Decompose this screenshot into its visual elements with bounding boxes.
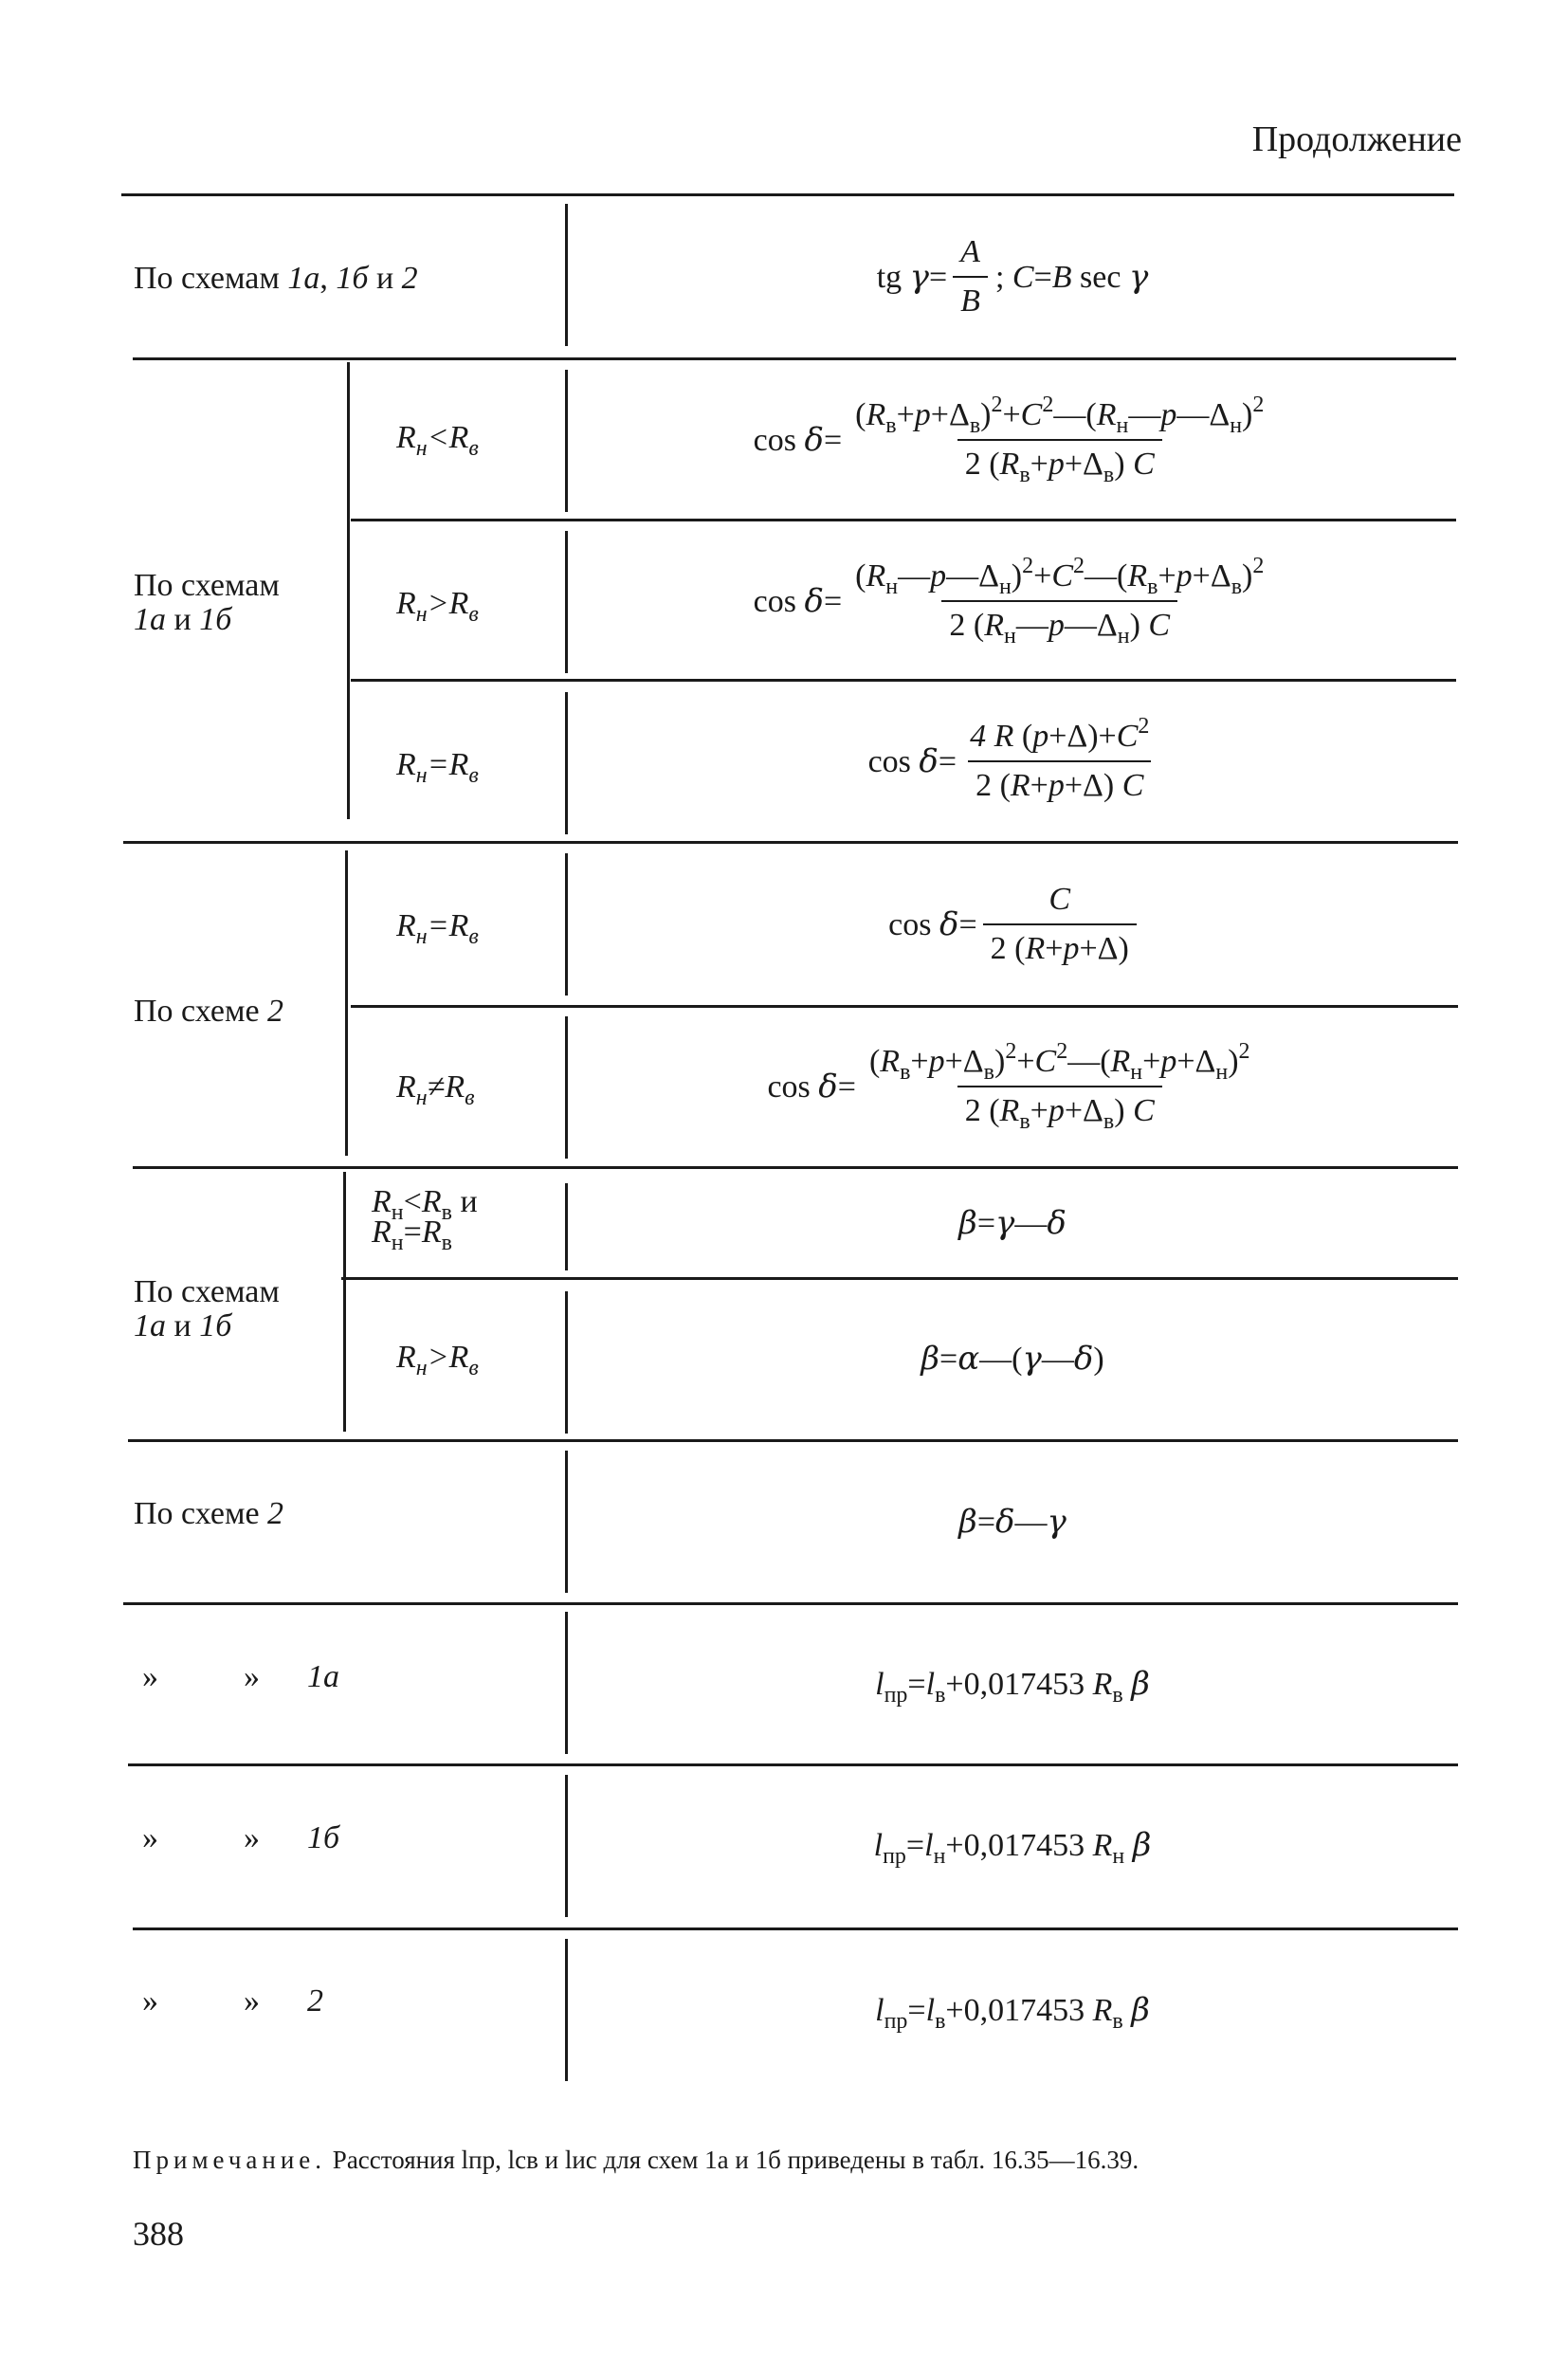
formula-cell: $l_{пр}=l_в+0,017453$ $R_в$ β — [875, 1991, 1150, 2034]
group-label: По схемам 1а и 1б — [134, 568, 280, 637]
column-rule — [565, 531, 568, 673]
continuation-label: Продолжение — [1251, 119, 1462, 159]
row-rule — [351, 1005, 1458, 1008]
group-rule — [343, 1172, 346, 1432]
row-label: » » 1а — [142, 1659, 339, 1694]
formula-cell: $l_{пр}=l_н+0,017453$ $R_н$ β — [873, 1826, 1152, 1869]
group-rule — [347, 362, 350, 819]
condition-cell: $R_н=R_в$ — [396, 747, 479, 788]
page-number: 388 — [133, 2215, 184, 2253]
row-formula: tg γ= $\frac{A}{B}$ ; C=B sec γ — [876, 234, 1149, 319]
row-rule — [133, 357, 1456, 360]
row-rule — [128, 1439, 1458, 1442]
formula-cell: $l_{пр}=l_в+0,017453$ $R_в$ β — [875, 1665, 1150, 1708]
column-rule — [565, 370, 568, 512]
formula-cell: cos δ= $\frac{(R_в+p+\Delta_в)^2+C^2—(R_н—p—\Delta_н)^2}{2 (R_в+p+\Delta_в) C}$ — [753, 393, 1265, 487]
column-rule — [565, 1939, 568, 2081]
row-rule — [123, 841, 1458, 844]
formula-cell: β=γ—δ — [958, 1204, 1067, 1242]
formula-cell: cos δ= $\frac{(R_в+p+\Delta_в)^2+C^2—(R_н+p+\Delta_н)^2}{2 (R_в+p+\Delta_в) C}$ — [767, 1039, 1250, 1134]
row-rule — [133, 1166, 1458, 1169]
condition-cell: $R_н=R_в$ — [396, 908, 479, 949]
condition-cell: $R_н<R_в$ — [396, 420, 479, 461]
row-label: По схеме 2 — [134, 1496, 284, 1531]
formula-cell: cos δ= $\frac{4 R (p+\Delta)+C^2}{2 (R+p+\Delta) C}$ — [867, 714, 1150, 803]
column-rule — [565, 853, 568, 996]
row-label: » » 2 — [142, 1983, 323, 2019]
row-label: » » 1б — [142, 1820, 340, 1855]
column-rule — [565, 1451, 568, 1593]
condition-cell: $R_н>R_в$ — [396, 1340, 479, 1380]
group-label: По схеме 2 — [134, 994, 284, 1029]
formula-cell: β=δ—γ — [958, 1503, 1067, 1541]
note-lead: Примечание. — [133, 2146, 327, 2174]
note-text: Расстояния lпр, lсв и lис для схем 1а и 1б приведены в табл. 16.35—16.39. — [332, 2146, 1140, 2174]
row-rule — [123, 1602, 1458, 1605]
table-top-rule — [121, 193, 1454, 196]
table-note — [133, 2145, 1460, 2177]
formula-cell: cos δ= $\frac{C}{2 (R+p+\Delta)}$ — [569, 848, 1456, 1001]
group-rule — [345, 850, 348, 1156]
row-rule — [128, 1763, 1458, 1766]
column-rule — [565, 1016, 568, 1159]
column-rule — [565, 1183, 568, 1270]
column-rule — [565, 1612, 568, 1754]
row-rule — [133, 1927, 1458, 1930]
column-rule — [565, 692, 568, 834]
condition-cell: $R_н>R_в$ — [396, 586, 479, 627]
row-rule — [351, 679, 1456, 682]
formula-cell: cos δ= $\frac{(R_н—p—\Delta_н)^2+C^2—(R_в+p+\Delta_в)^2}{2 (R_н—p—\Delta_н) C}$ — [753, 554, 1265, 649]
column-rule — [565, 1291, 568, 1434]
condition-cell: $R_н<R_в$ и $R_н=R_в$ — [372, 1184, 478, 1256]
group-label: По схемам 1а и 1б — [134, 1274, 280, 1343]
row-rule — [341, 1277, 1458, 1280]
row-label: По схемам 1а, 1б и 2 — [134, 261, 418, 296]
column-rule — [565, 204, 568, 346]
formula-cell: β=α—(γ—δ) — [921, 1340, 1104, 1378]
column-rule — [565, 1775, 568, 1917]
condition-cell: $R_н\ne R_в$ — [396, 1069, 475, 1110]
row-rule — [351, 519, 1456, 521]
